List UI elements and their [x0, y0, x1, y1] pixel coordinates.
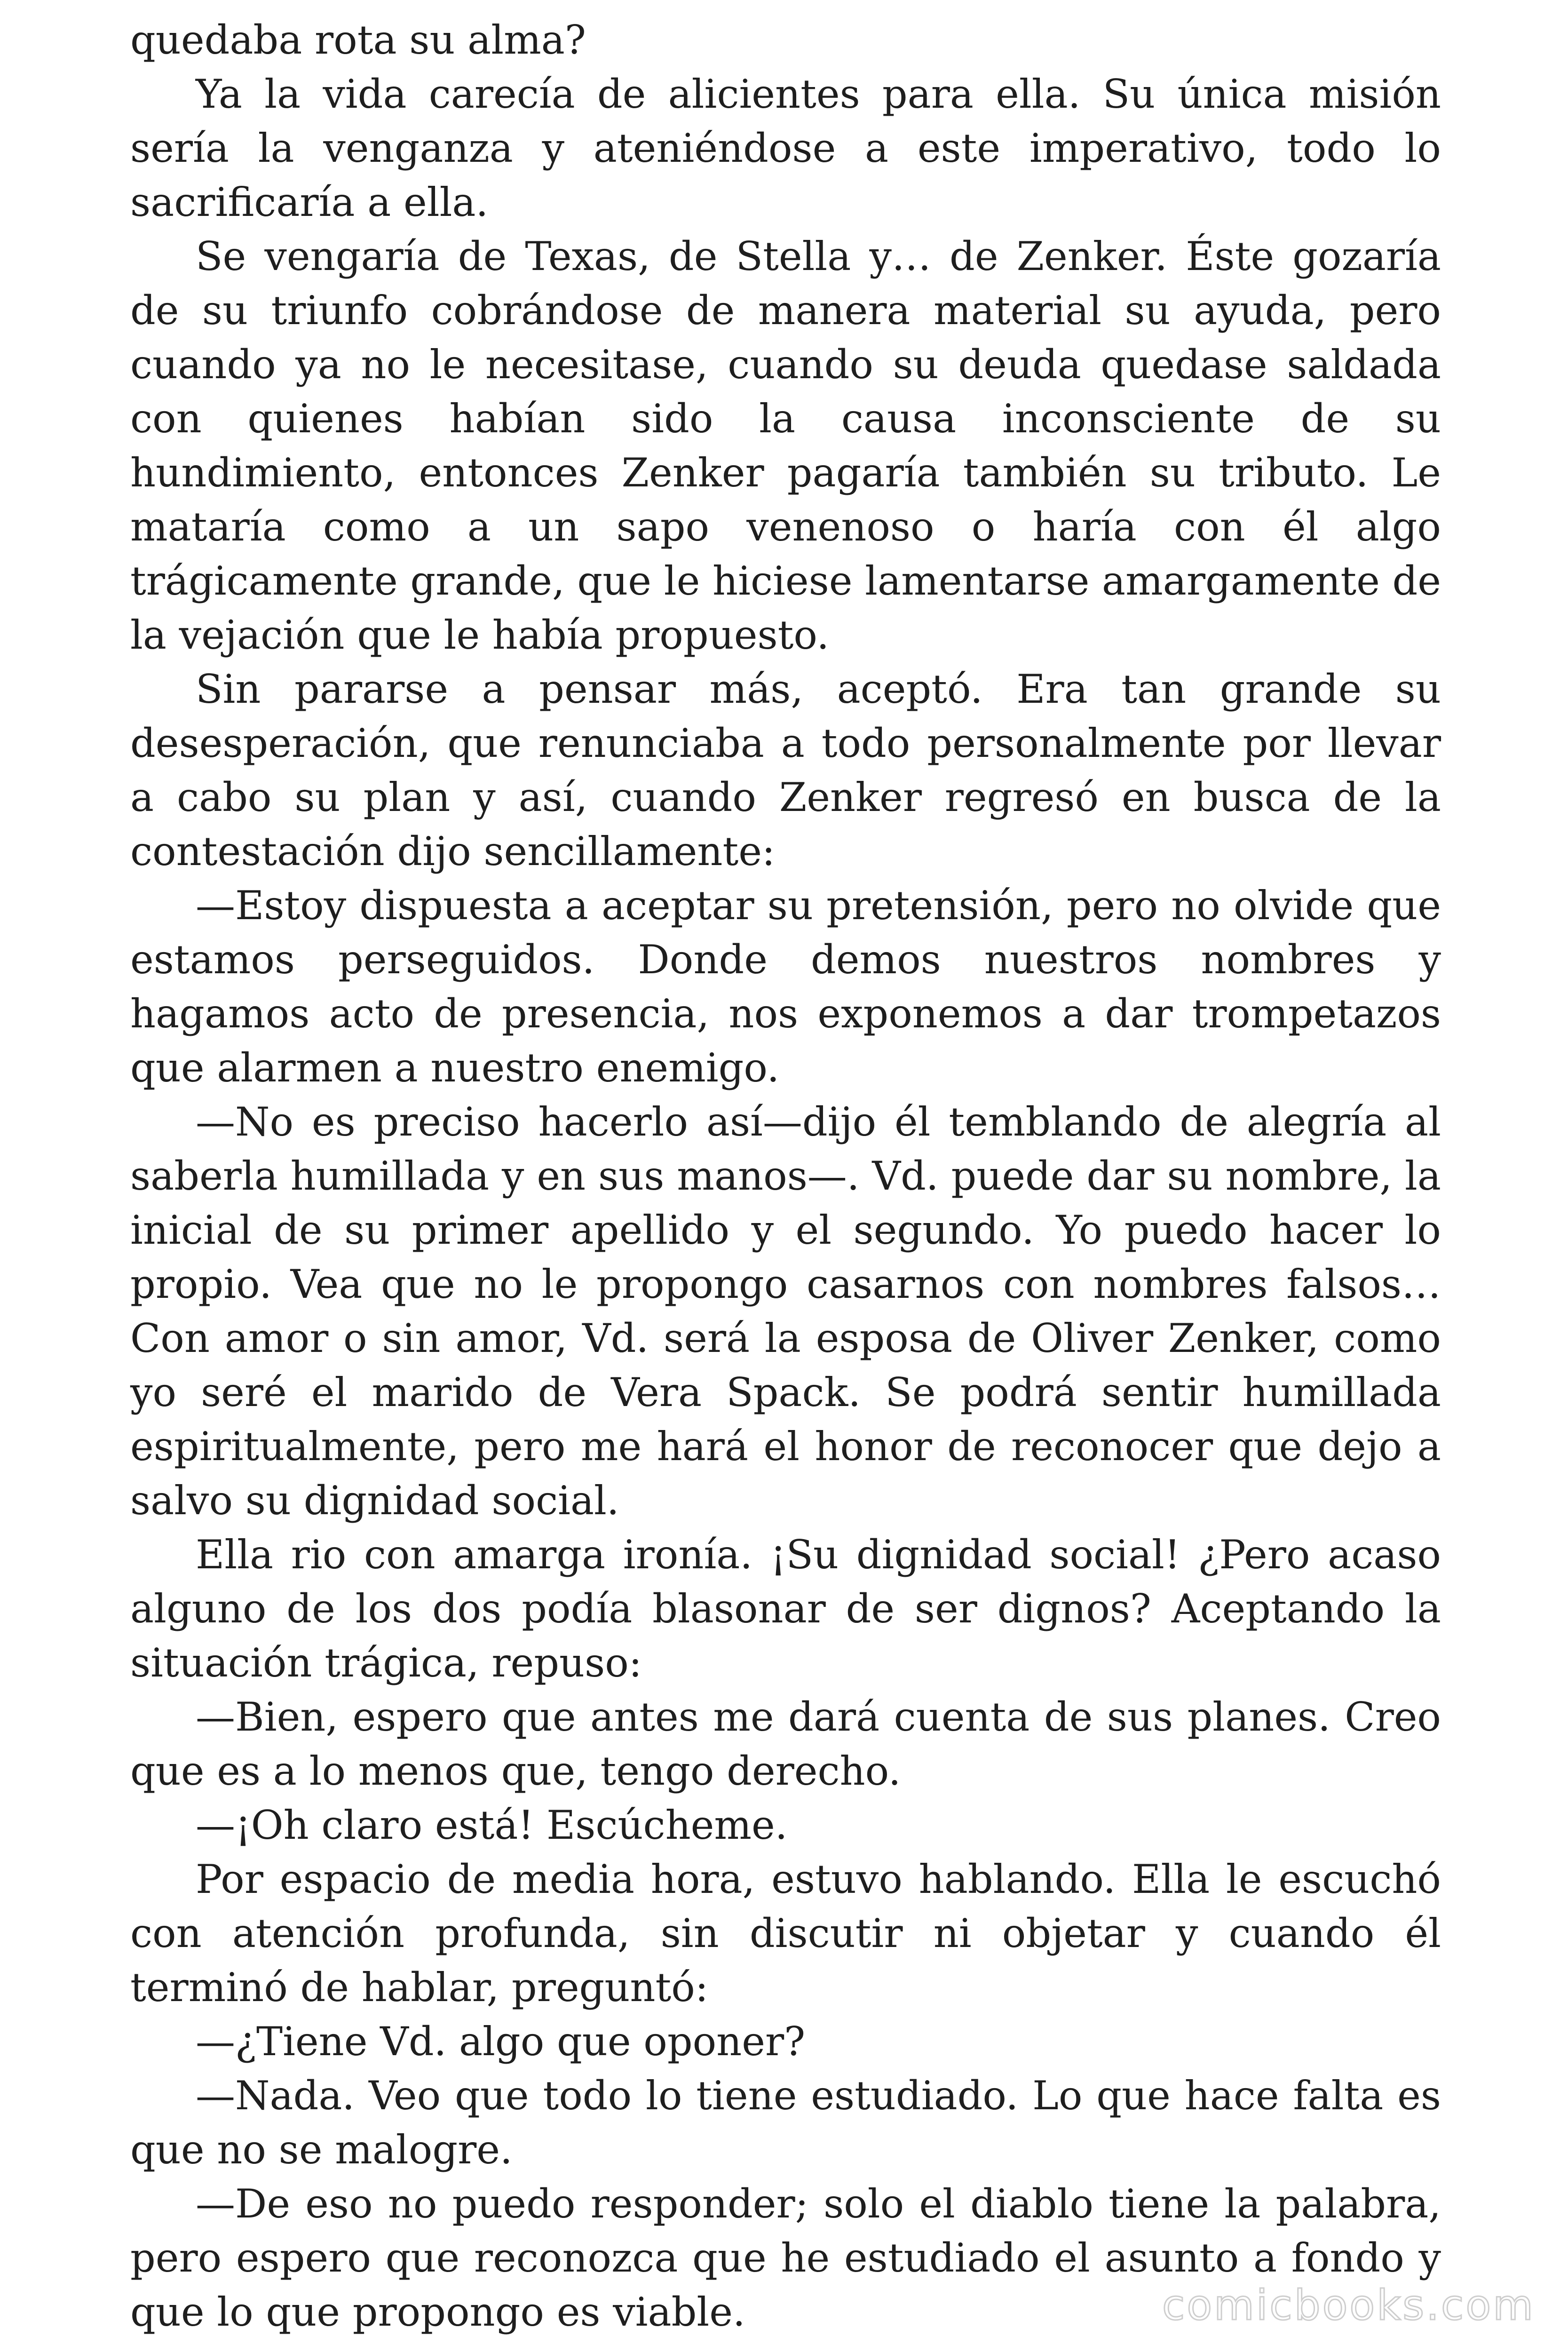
- paragraph-1: quedaba rota su alma?: [130, 17, 586, 63]
- paragraph-10: Por espacio de media hora, estuvo hablando. Ella le escuchó con atención profunda, sin discutir ni objetar y cuando él terminó de hablar, preguntó:: [130, 1856, 1441, 2010]
- paragraph-9: —¡Oh claro está! Escúcheme.: [196, 1802, 788, 1848]
- paragraph-2: Ya la vida carecía de alicientes para ella. Su única misión sería la venganza y ateniéndose a este imperativo, todo lo sacrificaría a ella.: [130, 71, 1441, 225]
- paragraph-12: —Nada. Veo que todo lo tiene estudiado. Lo que hace falta es que no se malogre.: [130, 2073, 1441, 2173]
- paragraph-11: —¿Tiene Vd. algo que oponer?: [196, 2018, 806, 2065]
- paragraph-5: —Estoy dispuesta a aceptar su pretensión, pero no olvide que estamos perseguidos. Donde demos nuestros nombres y hagamos acto de presencia, nos exponemos a dar trompetazos que alarmen a nuestro enemigo.: [130, 882, 1441, 1091]
- watermark: comicbooks.com: [1162, 2281, 1535, 2329]
- paragraph-4: Sin pararse a pensar más, aceptó. Era tan grande su desesperación, que renunciaba a todo personalmente por llevar a cabo su plan y así, cuando Zenker regresó en busca de la contestación dijo sencillamente:: [130, 666, 1441, 874]
- paragraph-6: —No es preciso hacerlo así—dijo él temblando de alegría al saberla humillada y en sus manos—. Vd. puede dar su nombre, la inicial de su primer apellido y el segundo. Yo puedo hacer lo propio. Vea que no le propongo casarnos con nombres falsos… Con amor o sin amor, Vd. será la esposa de Oliver Zenker, como yo seré el marido de Vera Spack. Se podrá sentir humillada espiritualmente, pero me hará el honor de reconocer que dejo a salvo su dignidad social.: [130, 1099, 1441, 1524]
- paragraph-8: —Bien, espero que antes me dará cuenta de sus planes. Creo que es a lo menos que, tengo derecho.: [130, 1694, 1441, 1794]
- paragraph-3: Se vengaría de Texas, de Stella y… de Zenker. Éste gozaría de su triunfo cobrándose de manera material su ayuda, pero cuando ya no le necesitase, cuando su deuda quedase saldada con quienes habían sido la causa inconsciente de su hundimiento, entonces Zenker pagaría también su tributo. Le mataría como a un sapo venenoso o haría con él algo trágicamente grande, que le hiciese lamentarse amargamente de la vejación que le había propuesto.: [130, 233, 1441, 658]
- paragraph-13: —De eso no puedo responder; solo el diablo tiene la palabra, pero espero que reconozca que he estudiado el asunto a fondo y que lo que propongo es viable.: [130, 2181, 1441, 2335]
- paragraph-7: Ella rio con amarga ironía. ¡Su dignidad social! ¿Pero acaso alguno de los dos podía blasonar de ser dignos? Aceptando la situación trágica, repuso:: [130, 1532, 1441, 1686]
- page-body: [130, 13, 1441, 2339]
